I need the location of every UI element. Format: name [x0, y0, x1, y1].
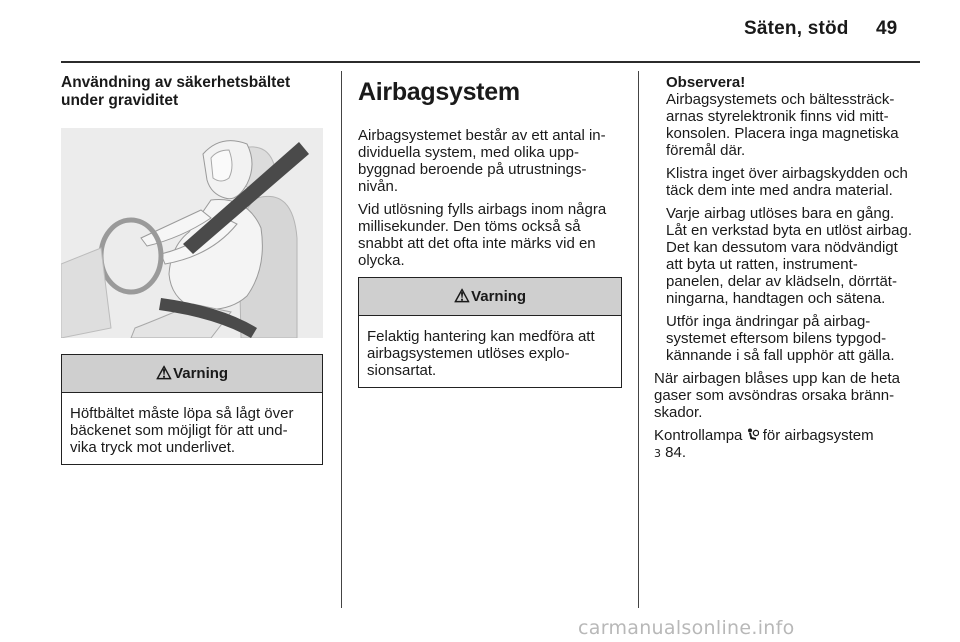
column-2	[358, 74, 622, 388]
pregnant-woman-seatbelt-illustration	[61, 128, 323, 338]
paragraph-hot-gases	[654, 370, 924, 421]
header-title: Säten, stöd	[744, 18, 849, 39]
text-line: konsolen. Placera inga magnetiska	[666, 125, 899, 142]
page-number: 49	[876, 18, 898, 39]
text-line: Klistra inget över airbagskydden och	[666, 165, 908, 182]
warning-body	[359, 316, 621, 387]
text-line: Airbagsystemets och bältessträck-	[666, 91, 895, 108]
warning-line: vika tryck mot underlivet.	[70, 439, 236, 456]
warning-triangle-icon: ⚠	[155, 363, 173, 383]
text-line: panelen, delar av klädseln, dörrtät-	[666, 273, 897, 290]
airbag-warning-icon	[747, 428, 759, 442]
warning-title: Varning	[471, 288, 527, 305]
warning-header	[359, 278, 621, 316]
warning-body	[62, 393, 322, 464]
text-line: Det kan dessutom vara nödvändigt	[666, 239, 898, 256]
text-line	[654, 444, 924, 462]
note-title: Observera!	[666, 74, 746, 91]
column-divider-2	[638, 71, 639, 608]
text-line: snabbt att det ofta inte märks vid en	[358, 235, 596, 252]
text-line: nivån.	[358, 178, 399, 195]
text-line: att byta ut ratten, instrument-	[666, 256, 858, 273]
warning-line: Felaktig hantering kan medföra att	[367, 328, 595, 345]
text-line: Låt en verkstad byta en utlöst airbag.	[666, 222, 912, 239]
text-line: Vid utlösning fylls airbags inom några	[358, 201, 607, 218]
section-heading-pregnancy: Användning av säkerhetsbältet under graviditet	[61, 74, 291, 109]
warning-triangle-icon: ⚠	[453, 286, 471, 306]
warning-line: Höftbältet måste löpa så lågt över	[70, 405, 294, 422]
note-paragraph	[666, 313, 924, 364]
column-1	[61, 74, 323, 465]
note-paragraph	[666, 205, 924, 307]
watermark: carmanualsonline.info	[578, 617, 795, 639]
text-line: millisekunder. Den töms också så	[358, 218, 581, 235]
text-line: Utför inga ändringar på airbag-	[666, 313, 871, 330]
paragraph-warning-lamp	[654, 427, 924, 462]
warning-title: Varning	[173, 365, 229, 382]
text-line: föremål där.	[666, 142, 746, 159]
page-reference[interactable]: 84.	[665, 444, 687, 461]
text-line: skador.	[654, 404, 703, 421]
lamp-suffix: för airbagsystem	[762, 427, 874, 444]
text-line: arnas styrelektronik finns vid mitt-	[666, 108, 889, 125]
warning-box-pregnancy	[61, 354, 323, 465]
text-line: ningarna, handtagen och sätena.	[666, 290, 886, 307]
warning-line: airbagsystemen utlöses explo-	[367, 345, 570, 362]
column-3	[654, 74, 924, 462]
warning-line: sionsartat.	[367, 362, 437, 379]
text-line: täck dem inte med andra material.	[666, 182, 893, 199]
text-line: När airbagen blåses upp kan de heta	[654, 370, 901, 387]
warning-header	[62, 355, 322, 393]
text-line: byggnad beroende på utrustnings-	[358, 161, 587, 178]
text-line	[654, 427, 924, 444]
note-block	[654, 74, 924, 364]
text-line: olycka.	[358, 252, 405, 269]
note-paragraph	[666, 91, 924, 159]
text-line: Airbagsystemet består av ett antal in-	[358, 127, 606, 144]
text-line: gaser som avsöndras orsaka bränn-	[654, 387, 895, 404]
text-line: Varje airbag utlöses bara en gång.	[666, 205, 895, 222]
text-line: dividuella system, med olika upp-	[358, 144, 579, 161]
header-rule	[61, 61, 920, 63]
page-reference-icon[interactable]: 3	[654, 447, 661, 460]
paragraph-deploy	[358, 201, 622, 269]
paragraph-intro	[358, 127, 622, 195]
text-line: systemet eftersom bilens typgod-	[666, 330, 887, 347]
warning-line: bäckenet som möjligt för att und-	[70, 422, 288, 439]
section-heading-airbag: Airbagsystem	[358, 78, 520, 106]
note-paragraph	[666, 165, 924, 199]
lamp-label: Kontrollampa	[654, 427, 743, 444]
text-line: kännande i så fall upphör att gälla.	[666, 347, 895, 364]
warning-box-airbag	[358, 277, 622, 388]
column-divider-1	[341, 71, 342, 608]
